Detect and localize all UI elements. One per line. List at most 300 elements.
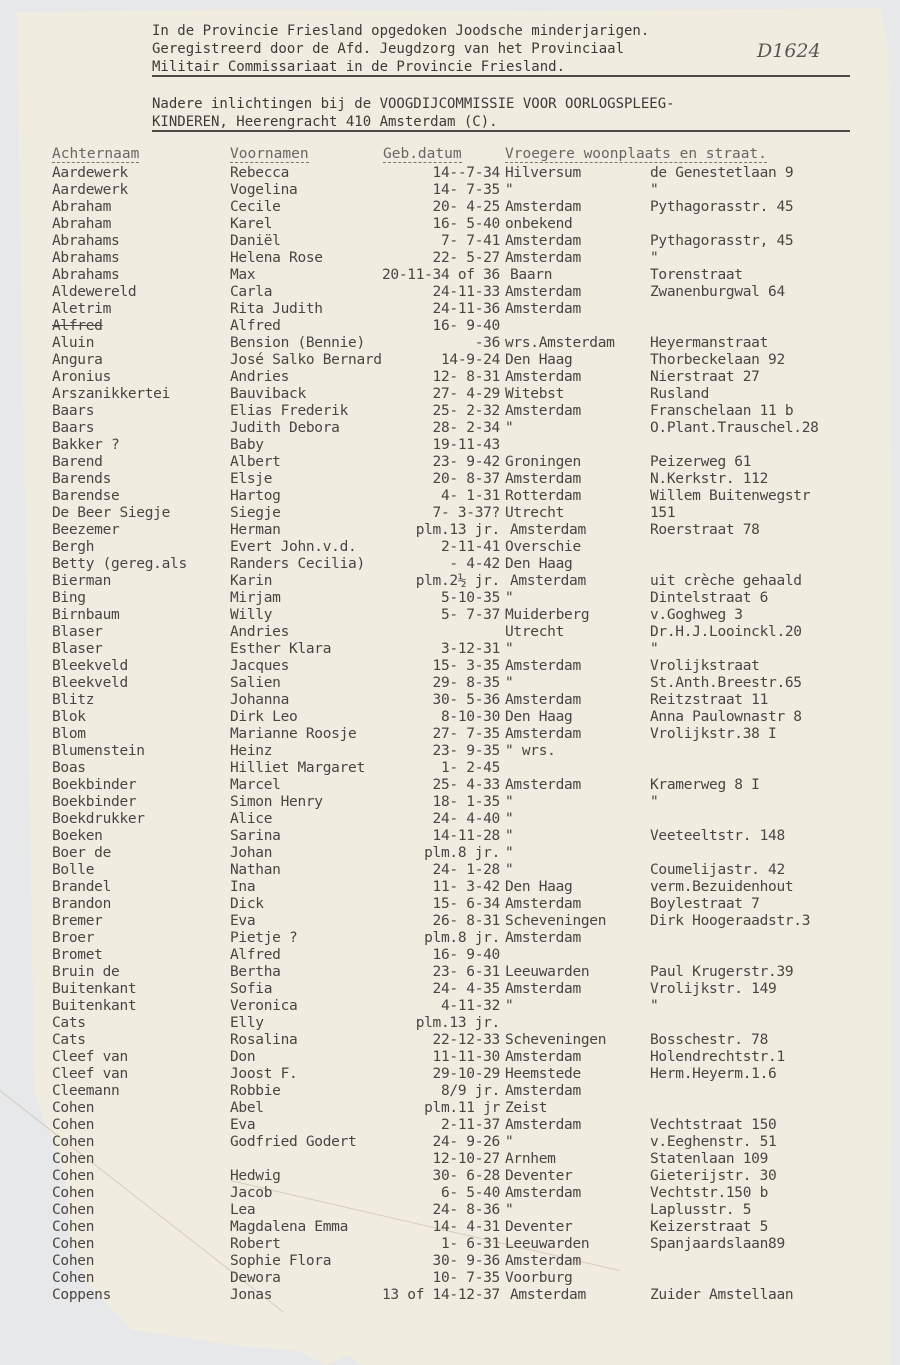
cell-firstnames: Esther Klara xyxy=(230,641,332,657)
cell-birthdate: 2-11-37 xyxy=(440,1117,500,1133)
cell-birthdate: -36 xyxy=(474,335,500,351)
cell-birthdate: 1- 6-31 xyxy=(440,1236,500,1252)
cell-street: Kramerweg 8 I xyxy=(650,777,760,793)
cell-firstnames: Sophie Flora xyxy=(230,1253,332,1269)
cell-street: 151 xyxy=(650,505,676,521)
cell-street: uit crèche gehaald xyxy=(650,573,802,589)
cell-firstnames: Hilliet Margaret xyxy=(230,760,365,776)
cell-city: Amsterdam xyxy=(505,1083,581,1099)
cell-birthdate: 27- 4-29 xyxy=(432,386,500,402)
cell-city: " xyxy=(505,998,514,1014)
cell-firstnames: Joost F. xyxy=(230,1066,298,1082)
cell-birthdate: 4- 1-31 xyxy=(440,488,500,504)
table-row xyxy=(0,505,900,522)
cell-birthdate: plm.8 jr. xyxy=(424,930,500,946)
table-row xyxy=(0,522,900,539)
table-row xyxy=(0,913,900,930)
table-row xyxy=(0,1202,900,1219)
table-row xyxy=(0,845,900,862)
column-header-residence: Vroegere woonplaats en straat. xyxy=(505,146,767,162)
cell-firstnames: Jacob xyxy=(230,1185,273,1201)
cell-birthdate: 24- 8-36 xyxy=(432,1202,500,1218)
cell-firstnames: Alice xyxy=(230,811,273,827)
cell-firstnames: Marianne Roosje xyxy=(230,726,357,742)
cell-street: Keizerstraat 5 xyxy=(650,1219,769,1235)
cell-birthdate: 24- 4-35 xyxy=(432,981,500,997)
cell-street: Vrolijkstr. 149 xyxy=(650,981,777,997)
cell-firstnames: Karin xyxy=(230,573,273,589)
header-line-3: Militair Commissariaat in de Provincie Friesland. xyxy=(152,59,850,77)
cell-street: Pythagorasstr, 45 xyxy=(650,233,794,249)
cell-city: Scheveningen xyxy=(505,913,607,929)
table-row xyxy=(0,233,900,250)
cell-street: Paul Krugerstr.39 xyxy=(650,964,794,980)
cell-birthdate: 14-11-28 xyxy=(432,828,500,844)
table-row xyxy=(0,862,900,879)
cell-surname: Brandel xyxy=(52,879,112,895)
cell-surname: Barendse xyxy=(52,488,120,504)
cell-street: " xyxy=(650,794,659,810)
cell-city: Heemstede xyxy=(505,1066,581,1082)
cell-street: Vrolijkstr.38 I xyxy=(650,726,777,742)
cell-birthdate: 15- 6-34 xyxy=(432,896,500,912)
cell-surname: Aardewerk xyxy=(52,165,128,181)
table-row xyxy=(0,369,900,386)
table-row xyxy=(0,777,900,794)
cell-firstnames: Sarina xyxy=(230,828,281,844)
cell-street: Dr.H.J.Looinckl.20 xyxy=(650,624,802,640)
table-row xyxy=(0,335,900,352)
cell-city: Voorburg xyxy=(505,1270,573,1286)
cell-surname: Blitz xyxy=(52,692,95,708)
cell-firstnames: Daniël xyxy=(230,233,281,249)
table-row xyxy=(0,1219,900,1236)
cell-city: Amsterdam xyxy=(505,233,581,249)
cell-birthdate: 20- 8-37 xyxy=(432,471,500,487)
archive-mark: D1624 xyxy=(757,40,821,62)
cell-surname: Broer xyxy=(52,930,95,946)
table-row xyxy=(0,981,900,998)
cell-surname: Blumenstein xyxy=(52,743,145,759)
cell-surname: Cohen xyxy=(52,1236,95,1252)
cell-firstnames: Willy xyxy=(230,607,273,623)
table-row xyxy=(0,403,900,420)
cell-firstnames: Mirjam xyxy=(230,590,281,606)
table-row xyxy=(0,1117,900,1134)
cell-street: Torenstraat xyxy=(650,267,743,283)
table-row xyxy=(0,964,900,981)
cell-firstnames: Eva xyxy=(230,1117,256,1133)
cell-street: Spanjaardslaan89 xyxy=(650,1236,785,1252)
cell-firstnames: Jonas xyxy=(230,1287,273,1303)
cell-street: Holendrechtstr.1 xyxy=(650,1049,785,1065)
table-row xyxy=(0,607,900,624)
table-row xyxy=(0,675,900,692)
cell-surname: De Beer Siegje xyxy=(52,505,171,521)
cell-birthdate: plm.11 jr xyxy=(424,1100,500,1116)
cell-birthdate: 30- 9-36 xyxy=(432,1253,500,1269)
cell-birthdate: 19-11-43 xyxy=(432,437,500,453)
cell-street: " xyxy=(650,182,659,198)
cell-street: Dirk Hoogeraadstr.3 xyxy=(650,913,811,929)
cell-street: Franschelaan 11 b xyxy=(650,403,794,419)
cell-firstnames: Dewora xyxy=(230,1270,281,1286)
cell-birthdate: 16- 5-40 xyxy=(432,216,500,232)
cell-firstnames: Rosalina xyxy=(230,1032,298,1048)
table-row xyxy=(0,1066,900,1083)
cell-street: de Genestetlaan 9 xyxy=(650,165,794,181)
cell-firstnames: Dick xyxy=(230,896,264,912)
cell-firstnames: Godfried Godert xyxy=(230,1134,357,1150)
cell-street: St.Anth.Breestr.65 xyxy=(650,675,802,691)
table-row xyxy=(0,879,900,896)
table-row xyxy=(0,1270,900,1287)
table-row xyxy=(0,1151,900,1168)
cell-surname: Cohen xyxy=(52,1253,95,1269)
cell-city: Amsterdam xyxy=(505,403,581,419)
cell-birthdate: 5- 7-37 xyxy=(440,607,500,623)
cell-surname: Aluin xyxy=(52,335,95,351)
cell-firstnames: Abel xyxy=(230,1100,264,1116)
cell-firstnames: Veronica xyxy=(230,998,298,1014)
cell-surname: Bleekveld xyxy=(52,675,128,691)
cell-city: " xyxy=(505,182,514,198)
cell-street: Vechtstr.150 b xyxy=(650,1185,769,1201)
column-header-firstnames: Voornamen xyxy=(230,146,309,162)
header-line-1: In de Provincie Friesland opgedoken Joodsche minderjarigen. xyxy=(152,23,650,39)
cell-city: " xyxy=(505,420,514,436)
cell-city: Rotterdam xyxy=(505,488,581,504)
cell-street: Vrolijkstraat xyxy=(650,658,760,674)
cell-surname: Blom xyxy=(52,726,86,742)
cell-birthdate: - 4-42 xyxy=(449,556,500,572)
cell-birthdate: plm.13 jr. xyxy=(415,522,500,538)
cell-street: v.Goghweg 3 xyxy=(650,607,743,623)
cell-city: Amsterdam xyxy=(505,250,581,266)
cell-birthdate: 24- 1-28 xyxy=(432,862,500,878)
cell-city: Den Haag xyxy=(505,709,573,725)
cell-surname: Cleef van xyxy=(52,1066,128,1082)
table-row xyxy=(0,1185,900,1202)
cell-birthdate: 8/9 jr. xyxy=(440,1083,500,1099)
cell-surname: Cohen xyxy=(52,1117,95,1133)
cell-surname: Boer de xyxy=(52,845,112,861)
cell-firstnames: Robbie xyxy=(230,1083,281,1099)
cell-surname: Barend xyxy=(52,454,103,470)
cell-surname: Baars xyxy=(52,420,95,436)
cell-street: Heyermanstraat xyxy=(650,335,769,351)
cell-street: Nierstraat 27 xyxy=(650,369,760,385)
table-row xyxy=(0,641,900,658)
cell-firstnames: Baby xyxy=(230,437,264,453)
cell-firstnames: Elias Frederik xyxy=(230,403,349,419)
cell-surname: Bromet xyxy=(52,947,103,963)
cell-surname: Brandon xyxy=(52,896,112,912)
cell-city: Amsterdam xyxy=(505,369,581,385)
table-row xyxy=(0,1083,900,1100)
cell-firstnames: José Salko Bernard xyxy=(230,352,382,368)
cell-firstnames: Marcel xyxy=(230,777,281,793)
cell-city: Groningen xyxy=(505,454,581,470)
cell-street: Vechtstraat 150 xyxy=(650,1117,777,1133)
cell-street: Bosschestr. 78 xyxy=(650,1032,769,1048)
cell-birthdate: 26- 8-31 xyxy=(432,913,500,929)
cell-surname: Barends xyxy=(52,471,112,487)
cell-city: " xyxy=(505,811,514,827)
cell-street: N.Kerkstr. 112 xyxy=(650,471,769,487)
cell-firstnames: Albert xyxy=(230,454,281,470)
cell-firstnames: Rebecca xyxy=(230,165,290,181)
cell-firstnames: Siegje xyxy=(230,505,281,521)
cell-birthdate: 23- 9-42 xyxy=(432,454,500,470)
cell-surname: Cohen xyxy=(52,1100,95,1116)
table-row xyxy=(0,811,900,828)
cell-city: Amsterdam xyxy=(510,1287,586,1303)
table-row xyxy=(0,318,900,335)
cell-firstnames: Judith Debora xyxy=(230,420,340,436)
cell-birthdate: 30- 6-28 xyxy=(432,1168,500,1184)
cell-firstnames: Ina xyxy=(230,879,256,895)
cell-birthdate: 23- 6-31 xyxy=(432,964,500,980)
table-row xyxy=(0,437,900,454)
table-row xyxy=(0,658,900,675)
cell-street: v.Eeghenstr. 51 xyxy=(650,1134,777,1150)
cell-surname: Bremer xyxy=(52,913,103,929)
table-row xyxy=(0,743,900,760)
table-row xyxy=(0,165,900,182)
cell-street: Zwanenburgwal 64 xyxy=(650,284,785,300)
cell-birthdate: 11-11-30 xyxy=(432,1049,500,1065)
cell-birthdate: 14-9-24 xyxy=(440,352,500,368)
table-row xyxy=(0,267,900,284)
table-row xyxy=(0,794,900,811)
cell-surname: Cats xyxy=(52,1032,86,1048)
cell-birthdate: 24- 9-26 xyxy=(432,1134,500,1150)
cell-street: Veeteeltstr. 148 xyxy=(650,828,785,844)
cell-city: " wrs. xyxy=(505,743,556,759)
cell-city: Scheveningen xyxy=(505,1032,607,1048)
cell-surname: Bierman xyxy=(52,573,112,589)
table-row xyxy=(0,624,900,641)
cell-surname: Aronius xyxy=(52,369,112,385)
cell-city: " xyxy=(505,1134,514,1150)
cell-firstnames: Magdalena Emma xyxy=(230,1219,349,1235)
cell-firstnames: Simon Henry xyxy=(230,794,323,810)
cell-birthdate: 12-10-27 xyxy=(432,1151,500,1167)
cell-surname: Beezemer xyxy=(52,522,120,538)
cell-birthdate: 4-11-32 xyxy=(440,998,500,1014)
table-row xyxy=(0,216,900,233)
cell-surname: Boekdrukker xyxy=(52,811,145,827)
cell-birthdate: 14- 7-35 xyxy=(432,182,500,198)
cell-city: Utrecht xyxy=(505,624,565,640)
table-row xyxy=(0,182,900,199)
table-row xyxy=(0,301,900,318)
cell-firstnames: Jacques xyxy=(230,658,290,674)
column-header-surname: Achternaam xyxy=(52,146,140,162)
cell-firstnames: Nathan xyxy=(230,862,281,878)
table-row xyxy=(0,284,900,301)
cell-surname: Boeken xyxy=(52,828,103,844)
cell-city: Amsterdam xyxy=(505,930,581,946)
table-row xyxy=(0,947,900,964)
cell-firstnames: Carla xyxy=(230,284,273,300)
cell-city: Amsterdam xyxy=(505,284,581,300)
header-line-4: Nadere inlichtingen bij de VOOGDIJCOMMISSIE VOOR OORLOGSPLEEG- xyxy=(152,96,675,112)
cell-birthdate: 15- 3-35 xyxy=(432,658,500,674)
cell-surname: Arszanikkertei xyxy=(52,386,171,402)
cell-city: Amsterdam xyxy=(505,981,581,997)
cell-surname: Boekbinder xyxy=(52,777,137,793)
cell-firstnames: Andries xyxy=(230,624,290,640)
table-row xyxy=(0,250,900,267)
table-row xyxy=(0,1168,900,1185)
cell-city: Baarn xyxy=(510,267,553,283)
cell-city: Witebst xyxy=(505,386,565,402)
cell-firstnames: Elsje xyxy=(230,471,273,487)
cell-surname: Cohen xyxy=(52,1134,95,1150)
cell-street: Rusland xyxy=(650,386,710,402)
cell-street: Peizerweg 61 xyxy=(650,454,752,470)
cell-firstnames: Eva xyxy=(230,913,256,929)
table-row xyxy=(0,590,900,607)
cell-city: " xyxy=(505,641,514,657)
cell-street: Anna Paulownastr 8 xyxy=(650,709,802,725)
cell-surname: Abrahams xyxy=(52,250,120,266)
cell-firstnames: Sofia xyxy=(230,981,273,997)
cell-surname: Bing xyxy=(52,590,86,606)
cell-birthdate: 27- 7-35 xyxy=(432,726,500,742)
cell-city: " xyxy=(505,590,514,606)
cell-street: Reitzstraat 11 xyxy=(650,692,769,708)
cell-surname: Alfred xyxy=(52,318,103,334)
cell-city: Overschie xyxy=(505,539,581,555)
cell-surname: Abrahams xyxy=(52,233,120,249)
cell-firstnames: Bauviback xyxy=(230,386,306,402)
cell-city: Amsterdam xyxy=(505,301,581,317)
cell-surname: Angura xyxy=(52,352,103,368)
cell-birthdate: 11- 3-42 xyxy=(432,879,500,895)
cell-birthdate: 13 of 14-12-37 xyxy=(381,1287,500,1303)
cell-firstnames: Bertha xyxy=(230,964,281,980)
cell-surname: Cohen xyxy=(52,1219,95,1235)
cell-street: Boylestraat 7 xyxy=(650,896,760,912)
cell-surname: Buitenkant xyxy=(52,981,137,997)
cell-birthdate: 8-10-30 xyxy=(440,709,500,725)
cell-street: Coumelijastr. 42 xyxy=(650,862,785,878)
cell-street: " xyxy=(650,641,659,657)
cell-surname: Aldewereld xyxy=(52,284,137,300)
cell-birthdate: 22- 5-27 xyxy=(432,250,500,266)
cell-firstnames: Dirk Leo xyxy=(230,709,298,725)
cell-birthdate: 24-11-33 xyxy=(432,284,500,300)
cell-city: onbekend xyxy=(505,216,573,232)
cell-city: Amsterdam xyxy=(505,1253,581,1269)
cell-firstnames: Elly xyxy=(230,1015,264,1031)
cell-firstnames: Johan xyxy=(230,845,273,861)
cell-surname: Aardewerk xyxy=(52,182,128,198)
cell-city: Hilversum xyxy=(505,165,581,181)
cell-birthdate: 7- 3-37? xyxy=(432,505,500,521)
table-row xyxy=(0,930,900,947)
table-row xyxy=(0,1032,900,1049)
cell-surname: Blaser xyxy=(52,641,103,657)
cell-birthdate: 6- 5-40 xyxy=(440,1185,500,1201)
cell-surname: Baars xyxy=(52,403,95,419)
cell-city: Arnhem xyxy=(505,1151,556,1167)
table-row xyxy=(0,471,900,488)
cell-firstnames: Karel xyxy=(230,216,273,232)
header-line-2: Geregistreerd door de Afd. Jeugdzorg van het Provinciaal xyxy=(152,41,625,57)
cell-street: Laplusstr. 5 xyxy=(650,1202,752,1218)
cell-surname: Boas xyxy=(52,760,86,776)
cell-city: Deventer xyxy=(505,1168,573,1184)
cell-birthdate: 1- 2-45 xyxy=(440,760,500,776)
cell-birthdate: 25- 4-33 xyxy=(432,777,500,793)
cell-birthdate: 24- 4-40 xyxy=(432,811,500,827)
cell-firstnames: Salien xyxy=(230,675,281,691)
cell-birthdate: 22-12-33 xyxy=(432,1032,500,1048)
cell-birthdate: 16- 9-40 xyxy=(432,318,500,334)
cell-street: Pythagorasstr. 45 xyxy=(650,199,794,215)
cell-surname: Abraham xyxy=(52,216,112,232)
cell-birthdate: plm.13 jr. xyxy=(415,1015,500,1031)
cell-city: Amsterdam xyxy=(505,199,581,215)
cell-street: Zuider Amstellaan xyxy=(650,1287,794,1303)
cell-birthdate: 14- 4-31 xyxy=(432,1219,500,1235)
cell-city: Amsterdam xyxy=(505,726,581,742)
cell-firstnames: Evert John.v.d. xyxy=(230,539,357,555)
cell-birthdate: 28- 2-34 xyxy=(432,420,500,436)
cell-firstnames: Andries xyxy=(230,369,290,385)
cell-firstnames: Alfred xyxy=(230,318,281,334)
cell-birthdate: 29-10-29 xyxy=(432,1066,500,1082)
table-row xyxy=(0,726,900,743)
cell-firstnames: Hedwig xyxy=(230,1168,281,1184)
cell-city: " xyxy=(505,862,514,878)
cell-surname: Cleemann xyxy=(52,1083,120,1099)
cell-surname: Birnbaum xyxy=(52,607,120,623)
cell-birthdate: 24-11-36 xyxy=(432,301,500,317)
table-row xyxy=(0,709,900,726)
cell-surname: Buitenkant xyxy=(52,998,137,1014)
cell-street: O.Plant.Trauschel.28 xyxy=(650,420,819,436)
cell-city: Leeuwarden xyxy=(505,964,590,980)
cell-street: " xyxy=(650,998,659,1014)
cell-birthdate: 2-11-41 xyxy=(440,539,500,555)
cell-surname: Cohen xyxy=(52,1168,95,1184)
cell-firstnames: Lea xyxy=(230,1202,256,1218)
table-row xyxy=(0,1253,900,1270)
cell-surname: Bolle xyxy=(52,862,95,878)
cell-city: Amsterdam xyxy=(510,573,586,589)
table-row xyxy=(0,760,900,777)
cell-firstnames: Alfred xyxy=(230,947,281,963)
cell-surname: Cohen xyxy=(52,1202,95,1218)
cell-surname: Cleef van xyxy=(52,1049,128,1065)
cell-birthdate: 20- 4-25 xyxy=(432,199,500,215)
cell-city: Amsterdam xyxy=(505,896,581,912)
cell-street: verm.Bezuidenhout xyxy=(650,879,794,895)
cell-firstnames: Hartog xyxy=(230,488,281,504)
cell-birthdate: 5-10-35 xyxy=(440,590,500,606)
cell-city: Amsterdam xyxy=(505,658,581,674)
cell-street: Gieterijstr. 30 xyxy=(650,1168,777,1184)
cell-firstnames: Don xyxy=(230,1049,256,1065)
cell-birthdate: 14--7-34 xyxy=(432,165,500,181)
cell-firstnames: Johanna xyxy=(230,692,290,708)
cell-firstnames: Helena Rose xyxy=(230,250,323,266)
